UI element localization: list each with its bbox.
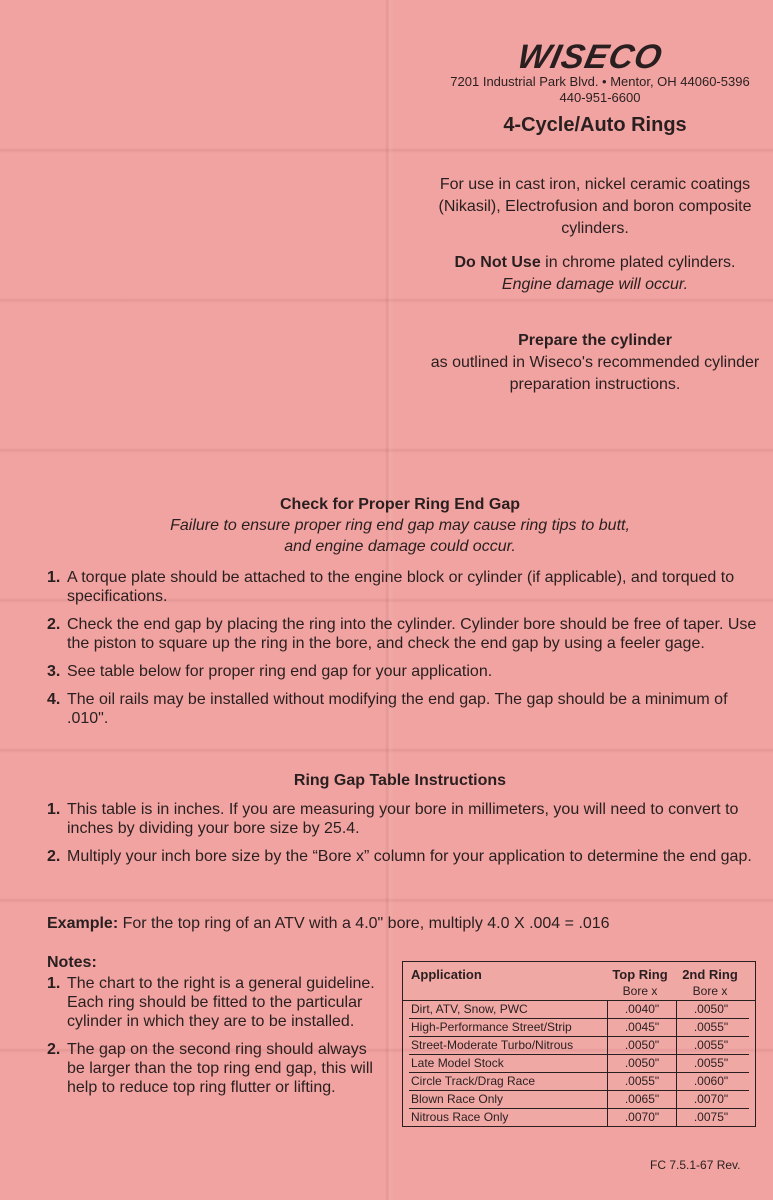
note-number: 2. bbox=[47, 1041, 61, 1058]
table-row bbox=[409, 1073, 749, 1091]
table-instructions-steps bbox=[47, 800, 759, 875]
subheader-top-bore: Bore x bbox=[622, 984, 658, 998]
cell-top-ring: .0055" bbox=[608, 1073, 677, 1090]
step-text: The oil rails may be installed without modifying the end gap. The gap should be a minimum of .010". bbox=[67, 691, 728, 727]
list-item bbox=[47, 568, 759, 606]
table-row bbox=[409, 1019, 749, 1037]
revision-code: FC 7.5.1-67 Rev. bbox=[650, 1158, 741, 1172]
column-header-second-ring: 2nd Ring bbox=[682, 967, 738, 982]
note-text: The gap on the second ring should always be larger than the top ring end gap, this will help to reduce top ring flutter or lifting. bbox=[67, 1041, 373, 1096]
step-number: 1. bbox=[47, 801, 61, 818]
step-text: A torque plate should be attached to the engine block or cylinder (if applicable), and torqued to specifications. bbox=[67, 569, 735, 605]
list-item bbox=[47, 615, 759, 653]
phone-number: 440-951-6600 bbox=[559, 90, 641, 105]
table-header bbox=[403, 962, 755, 984]
step-text: Check the end gap by placing the ring into the cylinder. Cylinder bore should be free of taper. Use the piston to square up the ring in the bore, and check the end gap by using a feeler gage. bbox=[67, 616, 757, 652]
cell-second-ring: .0060" bbox=[693, 1074, 729, 1088]
list-item bbox=[47, 1040, 387, 1097]
step-number: 2. bbox=[47, 616, 61, 633]
table-subheader bbox=[403, 984, 755, 1001]
example-label: Example: bbox=[47, 915, 119, 932]
cell-second-ring: .0055" bbox=[693, 1020, 729, 1034]
step-text: Multiply your inch bore size by the “Bore x” column for your application to determine the end gap. bbox=[67, 848, 752, 865]
table-row bbox=[409, 1001, 749, 1019]
step-number: 2. bbox=[47, 848, 61, 865]
cell-top-ring: .0050" bbox=[608, 1037, 677, 1054]
cell-second-ring: .0055" bbox=[693, 1038, 729, 1052]
do-not-use-label: Do Not Use bbox=[454, 254, 541, 271]
end-gap-heading: Check for Proper Ring End Gap bbox=[279, 496, 521, 513]
list-item bbox=[47, 800, 759, 838]
ring-gap-table bbox=[402, 961, 756, 1127]
cell-top-ring: .0065" bbox=[608, 1091, 677, 1108]
step-number: 3. bbox=[47, 663, 61, 680]
notes-list bbox=[47, 974, 387, 1106]
step-text: See table below for proper ring end gap for your application. bbox=[67, 663, 493, 680]
do-not-use-paragraph bbox=[415, 252, 773, 296]
cell-application: Circle Track/Drag Race bbox=[409, 1073, 608, 1090]
cell-second-ring: .0075" bbox=[693, 1110, 729, 1124]
column-header-top-ring: Top Ring bbox=[612, 967, 668, 982]
example-line bbox=[47, 915, 610, 933]
table-row bbox=[409, 1109, 749, 1126]
cell-application: High-Performance Street/Strip bbox=[409, 1019, 608, 1036]
company-address bbox=[420, 74, 773, 106]
cell-second-ring: .0070" bbox=[693, 1092, 729, 1106]
note-text: The chart to the right is a general guideline. Each ring should be fitted to the particular cylinder in which they are to be installed. bbox=[67, 975, 375, 1030]
note-number: 1. bbox=[47, 975, 61, 992]
cell-application: Late Model Stock bbox=[409, 1055, 608, 1072]
list-item bbox=[47, 974, 387, 1031]
step-number: 4. bbox=[47, 691, 61, 708]
list-item bbox=[47, 662, 759, 681]
cell-application: Nitrous Race Only bbox=[409, 1109, 608, 1126]
list-item bbox=[47, 847, 759, 866]
list-item bbox=[47, 690, 759, 728]
wiseco-logo: WISECO bbox=[514, 38, 667, 76]
end-gap-subtitle-line-2: and engine damage could occur. bbox=[284, 538, 516, 555]
table-instructions-heading: Ring Gap Table Instructions bbox=[293, 772, 507, 789]
notes-title: Notes: bbox=[47, 954, 97, 971]
cell-second-ring: .0050" bbox=[693, 1002, 729, 1016]
cell-top-ring: .0070" bbox=[608, 1109, 677, 1126]
cell-top-ring: .0050" bbox=[608, 1055, 677, 1072]
step-number: 1. bbox=[47, 569, 61, 586]
column-header-application: Application bbox=[411, 967, 482, 982]
prepare-cylinder-paragraph bbox=[415, 330, 773, 396]
table-row bbox=[409, 1037, 749, 1055]
do-not-use-text: in chrome plated cylinders. bbox=[540, 254, 736, 271]
table-row bbox=[409, 1055, 749, 1073]
prepare-cylinder-heading: Prepare the cylinder bbox=[518, 332, 672, 349]
address-line: 7201 Industrial Park Blvd. • Mentor, OH 44060-5396 bbox=[450, 74, 750, 89]
engine-damage-warning: Engine damage will occur. bbox=[501, 276, 689, 293]
subheader-second-bore: Bore x bbox=[692, 984, 728, 998]
cell-application: Blown Race Only bbox=[409, 1091, 608, 1108]
end-gap-subtitle bbox=[0, 515, 773, 557]
table-row bbox=[409, 1091, 749, 1109]
cell-top-ring: .0045" bbox=[608, 1019, 677, 1036]
cell-application: Dirt, ATV, Snow, PWC bbox=[409, 1001, 608, 1018]
cell-application: Street-Moderate Turbo/Nitrous bbox=[409, 1037, 608, 1054]
end-gap-subtitle-line-1: Failure to ensure proper ring end gap may cause ring tips to butt, bbox=[170, 517, 630, 534]
step-text: This table is in inches. If you are measuring your bore in millimeters, you will need to convert to inches by dividing your bore size by 25.4. bbox=[67, 801, 739, 837]
end-gap-steps bbox=[47, 568, 759, 737]
example-text: For the top ring of an ATV with a 4.0" bore, multiply 4.0 X .004 = .016 bbox=[118, 915, 610, 932]
subheader-spacer bbox=[411, 984, 605, 998]
document-title: 4-Cycle/Auto Rings bbox=[503, 114, 687, 136]
prepare-cylinder-text: as outlined in Wiseco's recommended cylinder preparation instructions. bbox=[430, 354, 760, 393]
cell-second-ring: .0055" bbox=[693, 1056, 729, 1070]
cell-top-ring: .0040" bbox=[608, 1001, 677, 1018]
usage-paragraph: For use in cast iron, nickel ceramic coatings (Nikasil), Electrofusion and boron composite cylinders. bbox=[438, 176, 752, 237]
